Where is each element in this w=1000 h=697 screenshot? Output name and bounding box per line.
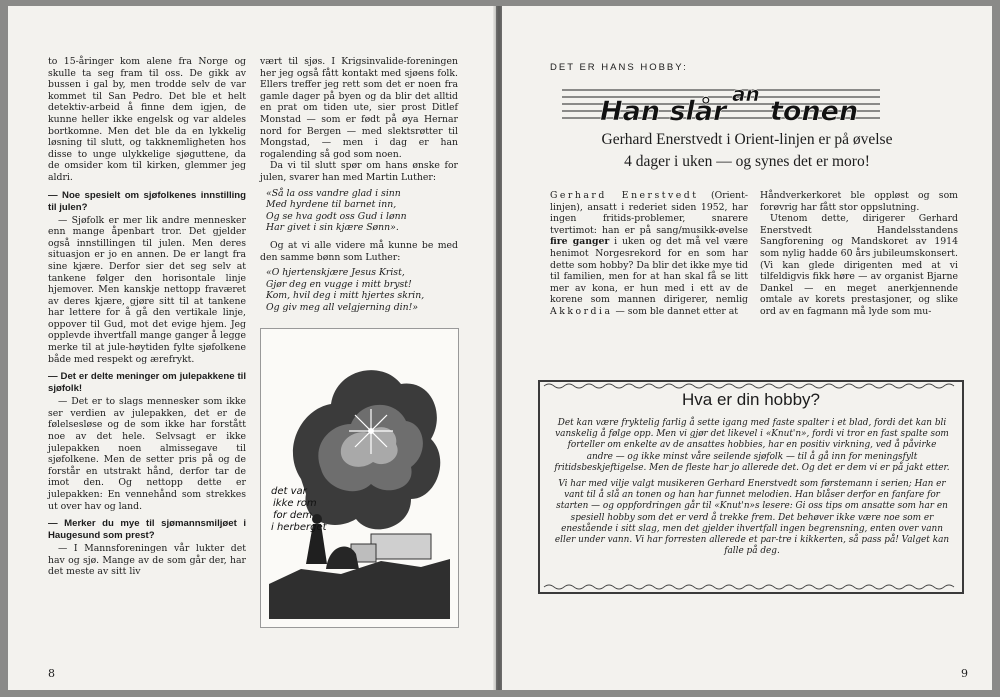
right-column-2 <box>760 190 958 318</box>
emphasis: fire ganger <box>550 236 610 248</box>
person-name: Gerhard Enerstvedt <box>550 190 699 201</box>
box-title: Hva er din hobby? <box>682 390 820 409</box>
illustration-caption: ikke rom <box>273 498 317 509</box>
paragraph: Vi har med vilje valgt musikeren Gerhard Enerstvedt som førstemann i serien; Han er vant til å slå an tonen og han har funnet melodien. Han blåser derfor en fanfare for starten — og oppfordringen går til «Knut'n»s lesere: Gi oss tips om ansatte som har en spesiell hobby som det er verd å trekke frem. Det behøver ikke være noe som er enestående i sitt slag, men det gjelder ihvertfall ingen begrensning, enten over vann eller under vann. Vi har forresten allerede et par-tre i kikkerten, så pass på! Valget kan falle på deg. <box>554 479 950 557</box>
paragraph: — Det er to slags mennesker som ikke ser verdien av julepakken, det er de følelsesløse og de som ikke har forstått noe av det hele. Selvsagt er ikke julepakken noen almissegave til sjøfolkene. Men de setter pris på og de forstår en utstrakt hånd, derfor tar de imot den. Og nettopp dette er julepakken: En vennehånd som strekkes ut over hav og land. <box>48 396 246 512</box>
verse-line: «Så la oss vandre glad i sinn <box>266 187 401 199</box>
paragraph <box>550 190 748 318</box>
paragraph: vært til sjøs. I Krigsinvalide-foreningen her jeg også fått kontakt med sjøens folk. Ellers treffer jeg rett som det er noen fra gamle dager på byen og da blir det alltid en prat om tiden ute, sier prost Ditlef Monstad — som er født på øya Hernar nord for Bergen — med slektsrøtter til Mongstad, — men i dag er han rogalending så god som noen. <box>260 56 458 160</box>
box-body <box>554 418 950 562</box>
left-column-1 <box>48 56 246 578</box>
hymn-verse <box>266 188 458 234</box>
verse-line: Og se hva godt oss Gud i lønn <box>266 210 407 222</box>
paragraph: to 15-åringer kom alene fra Norge og skulle ta seg fram til oss. De gikk av bussen i gal by, men trodde selv de var kommet til San Pedro. Det ble et helt detektiv-arbeid å finne dem igjen, de kunne heller ikke engelsk og var aldeles bortkomne. Men det ble da en lykkelig løsning til slutt, og takknemligheten hos disse to unge ulykkelige sjøguttene, da de omsider kom til kirken, glemmer jeg aldri. <box>48 56 246 183</box>
verse-line: Med hyrdene til barnet inn, <box>266 199 397 211</box>
verse-line: Kom, hvil deg i mitt hjertes skrin, <box>266 290 425 302</box>
hobby-box <box>538 380 964 594</box>
paragraph: Og at vi alle videre må kunne be med den samme bønn som Luther: <box>260 239 458 263</box>
paragraph: — I Mannsforeningen vår lukter det hav og sjø. Mange av de som går der, har det meste av sitt liv <box>48 543 246 578</box>
interview-question: — Noe spesielt om sjøfolkenes innstilling til julen? <box>48 189 246 213</box>
subheading-line: Gerhard Enerstvedt i Orient-linjen er på øvelse <box>601 131 893 148</box>
paragraph: Da vi til slutt spør om hans ønske for julen, svarer han med Martin Luther: <box>260 160 458 183</box>
page-number: 8 <box>48 667 55 680</box>
headline-text: Han slår <box>600 96 727 124</box>
verse-line: «O hjertenskjære Jesus Krist, <box>266 267 405 279</box>
headline-banner <box>562 84 880 124</box>
illustration-caption: for dem <box>273 510 313 521</box>
verse-line: Har givet i sin kjære Sønn». <box>266 222 399 234</box>
nativity-artwork <box>261 329 458 627</box>
paragraph: Håndverkerkoret ble oppløst og som forøvrig har fått stor oppslutning. <box>760 190 958 213</box>
subheading-line: 4 dager i uken — og synes det er moro! <box>624 153 870 170</box>
verse-line: Gjør deg en vugge i mitt bryst! <box>266 278 412 290</box>
headline-text: tonen <box>770 96 859 124</box>
headline-note: an <box>732 84 760 106</box>
hymn-verse <box>266 267 458 313</box>
text-run: (Orient-linjen), ansatt i rederiet siden 1952, har ingen fritids-problemer, snarere tvertimot: han er på sang/musikk-øvelse <box>550 190 748 236</box>
christmas-illustration <box>260 328 459 628</box>
paragraph: — Sjøfolk er mer lik andre mennesker enn mange åpenbart tror. Det gjelder også innstillingen til julen. Men deres situasjon er jo en annen. De er langt fra sine kjære. Derfor sier det seg selv at tankene følger den horisontale linje hjemover. Men kanskje nettopp fraværet av deres kjære, gjøre sitt til at tankene har lettere for å gå den vertikale linje, oppover til Gud, mot det evige hjem. Jeg opplevde ihvertfall mange ganger å legge merke til at jule-høytiden fylte sjøfolkene både med respekt og ærefrykt. <box>48 214 246 365</box>
paragraph: Det kan være fryktelig farlig å sette igang med faste spalter i et blad, fordi det kan bli vanskelig å følge opp. Men vi gjør det likevel i «Knut'n», fordi vi tror en fast spalte som forteller om enkelte av de ansattes hobbies, har en positiv virkning, ved å påvirke andre — og ikke minst våre seilende sjøfolk — til å gå inn for meningsfylt fritidsbeskjeftigelse. Men de fleste har jo allerede det. Og det er dem vi er på jakt etter. <box>554 418 950 473</box>
left-page <box>8 6 496 690</box>
text-run: i uken og det må vel være henimot Norgesrekord for en som har dette som hobby? Da blir det ikke mye tid til familien, men for at han skal få se litt mer av kona, er hun med i ett av de korene som mannen dirigerer, nemlig <box>550 236 748 306</box>
interview-question: — Merker du mye til sjømannsmiljøet i Haugesund som prest? <box>48 518 246 542</box>
right-column-1 <box>550 190 748 318</box>
page-number: 9 <box>961 667 968 680</box>
article-subheading <box>542 129 952 173</box>
verse-line: Og giv meg all velgjerning din!» <box>266 301 419 313</box>
section-kicker: DET ER HANS HOBBY: <box>550 62 688 73</box>
choir-name: Akkordia <box>550 305 613 317</box>
illustration-caption: i herberget <box>271 522 327 533</box>
text-run: — som ble dannet etter at <box>612 305 739 317</box>
paragraph: Utenom dette, dirigerer Gerhard Enerstvedt Handelsstandens Sangforening og Mandskoret av 1914 som nylig hadde 60 års jubileumskonsert. (Vi kan glede dirigenten med at vi tilfeldigvis fikk høre — av organist Bjarne Dankel — en meget anerkjennende omtale av korets prestasjoner, og slike ord av en fagmann må lyde som mu- <box>760 213 958 317</box>
right-page <box>502 6 992 690</box>
illustration-caption: det var <box>271 486 307 497</box>
interview-question: — Det er delte meninger om julepakkene til sjøfolk! <box>48 371 246 395</box>
left-column-2 <box>260 56 458 319</box>
